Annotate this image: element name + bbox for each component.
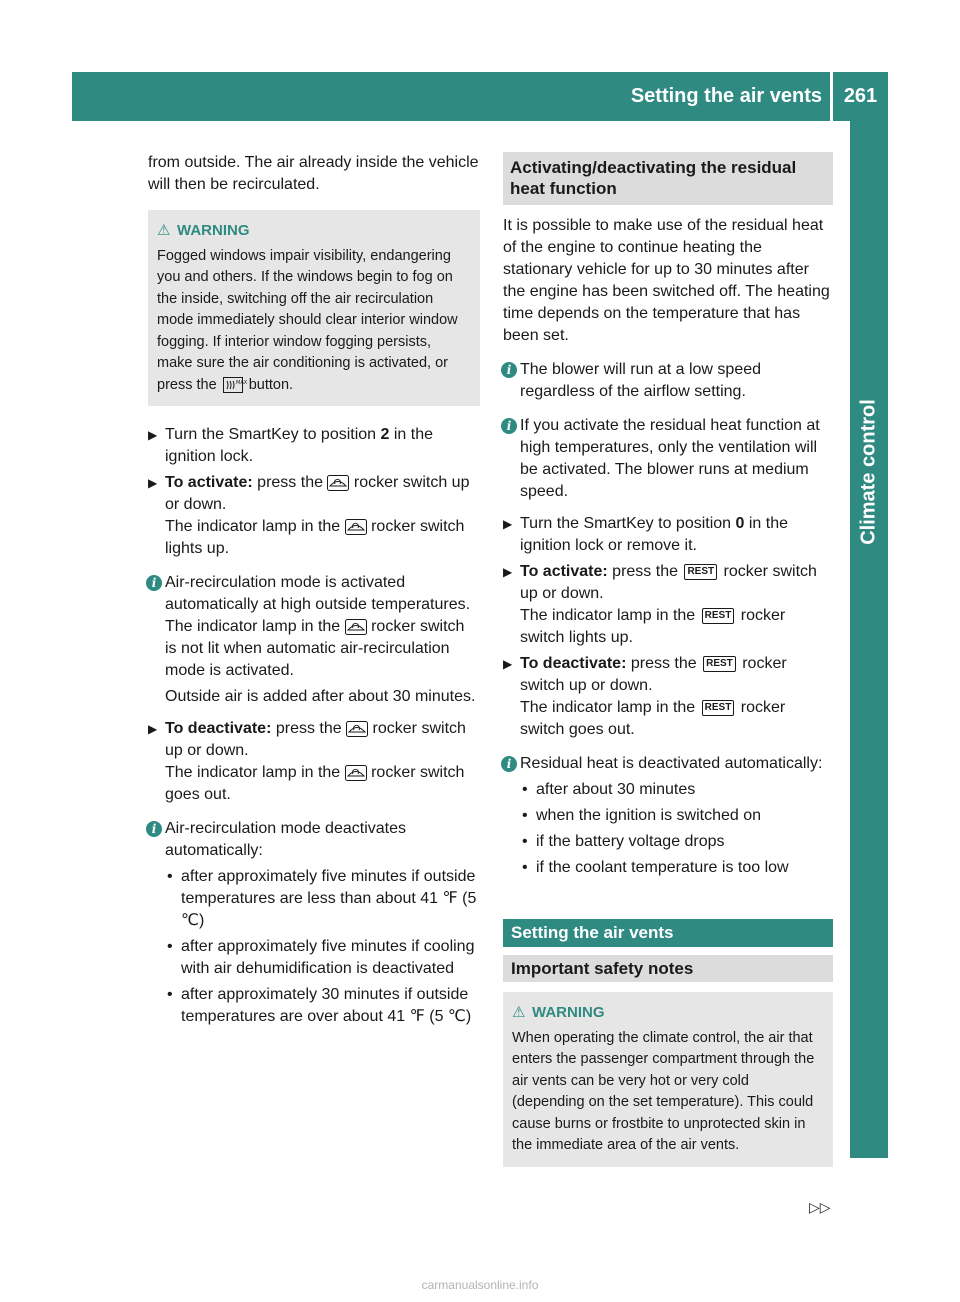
step-arrow-icon: ▶ — [503, 657, 513, 671]
warning-box — [148, 210, 480, 406]
recirculation-icon — [345, 519, 367, 535]
left-intro: from outside. The air already inside the vehicle will then be recirculated. — [148, 154, 479, 193]
info-text: Residual heat is deactivated automatically: — [520, 755, 823, 772]
info-text: The blower will run at a low speed regardless of the airflow setting. — [520, 361, 762, 400]
page-title: Setting the air vents — [630, 85, 822, 107]
step-text: Turn the SmartKey to position — [165, 426, 381, 443]
warning-triangle-icon: ⚠ — [157, 222, 171, 239]
bullet-icon: • — [522, 781, 528, 798]
warning-heading — [512, 1002, 823, 1024]
right-column — [503, 152, 833, 1185]
step-bold: To deactivate: — [520, 655, 627, 672]
step-text: Turn the SmartKey to position — [520, 515, 736, 532]
step-arrow-icon: ▶ — [503, 565, 513, 579]
list-item-text: after approximately five minutes if outside temperatures are less than about 41 ℉ (5 ℃) — [181, 868, 477, 929]
step-text: The indicator lamp in the — [165, 518, 345, 535]
list-item-text: when the ignition is switched on — [536, 807, 762, 824]
max-defrost-icon — [223, 377, 247, 393]
page-header — [72, 72, 888, 121]
bullet-icon: • — [522, 833, 528, 850]
step-arrow-icon: ▶ — [148, 722, 158, 736]
list-item-text: if the coolant temperature is too low — [536, 859, 789, 876]
step-text: The indicator lamp in the — [520, 699, 700, 716]
step-text: press the — [607, 563, 683, 580]
step-bold: To deactivate: — [165, 720, 272, 737]
warning-box — [503, 992, 833, 1167]
list-item-text: if the battery voltage drops — [536, 833, 725, 850]
page-number: 261 — [843, 85, 878, 107]
list-item-text: after approximately five minutes if cooling with air dehumidification is deactivated — [181, 938, 475, 977]
info-text: Air-recirculation mode is activated automatically at high outside temperatures. The indicator lamp in the — [165, 574, 471, 635]
step-text: press the — [252, 474, 328, 491]
watermark: carmanualsonline.info — [421, 1278, 539, 1292]
bullet-icon: • — [167, 986, 173, 1003]
info-note — [503, 753, 833, 879]
step-bold: 2 — [380, 426, 390, 443]
list-item-text: after approximately 30 minutes if outside temperatures are over about 41 ℉ (5 ℃) — [181, 986, 472, 1025]
step-text-end: in the ignition lock or remove it. — [520, 515, 789, 554]
info-text: rocker switch is not lit when automatic air-recirculation mode is activated. — [165, 618, 465, 679]
step-text: The indicator lamp in the — [520, 607, 700, 624]
info-note — [148, 818, 480, 1028]
step-text: The indicator lamp in the — [165, 764, 345, 781]
continue-arrow-icon: ▷▷ — [809, 1199, 831, 1215]
step-text: press the — [271, 720, 347, 737]
info-icon: i — [501, 418, 517, 434]
rest-button-icon: REST — [702, 608, 735, 624]
step-turn-key — [503, 513, 833, 557]
bullet-icon: • — [522, 859, 528, 876]
info-text: Outside air is added after about 30 minutes. — [165, 688, 476, 705]
warning-text: Fogged windows impair visibility, endangering you and others. If the windows begin to fog on the inside, switching off the air recirculation mode immediately should clear interior window fogging. If interior window fogging persists, make sure the air conditioning is activated, or press the — [157, 247, 458, 393]
step-text: rocker switch up or down. — [165, 474, 470, 513]
warning-triangle-icon: ⚠ — [512, 1004, 526, 1021]
step-activate — [148, 472, 480, 560]
info-text: If you activate the residual heat function at high temperatures, only the ventilation will be activated. The blower runs at medium speed. — [520, 417, 820, 500]
side-tab — [850, 121, 888, 1158]
section-heading: Setting the air vents — [503, 919, 833, 947]
bullet-icon: • — [522, 807, 528, 824]
list-item — [520, 779, 833, 801]
step-text: rocker switch lights up. — [520, 607, 786, 646]
info-note — [148, 572, 480, 708]
left-column — [148, 152, 480, 1038]
warning-heading — [157, 220, 470, 242]
info-note — [503, 415, 833, 503]
step-text: rocker switch up or down. — [520, 655, 787, 694]
list-item — [165, 984, 480, 1028]
info-icon: i — [146, 821, 162, 837]
list-item — [520, 857, 833, 879]
step-deactivate — [148, 718, 480, 806]
rest-button-icon: REST — [702, 700, 735, 716]
recirculation-icon — [346, 721, 368, 737]
recirculation-icon — [345, 765, 367, 781]
recirculation-icon — [345, 619, 367, 635]
step-text: rocker switch goes out. — [165, 764, 465, 803]
step-text: rocker switch goes out. — [520, 699, 786, 738]
warning-label: WARNING — [177, 222, 250, 239]
section-box-title: Activating/deactivating the residual heat function — [503, 152, 833, 205]
list-item-text: after about 30 minutes — [536, 781, 696, 798]
info-note — [503, 359, 833, 403]
info-icon: i — [146, 575, 162, 591]
step-bold: To activate: — [520, 563, 608, 580]
step-text: rocker switch lights up. — [165, 518, 465, 557]
recirculation-icon — [327, 475, 349, 491]
info-text: Air-recirculation mode deactivates automatically: — [165, 820, 406, 859]
step-deactivate — [503, 653, 833, 741]
step-bold: To activate: — [165, 474, 253, 491]
step-arrow-icon: ▶ — [148, 476, 158, 490]
warning-text: When operating the climate control, the air that enters the passenger compartment through the air vents can be very hot or very cold (depending on the set temperature). This could cause burns or frostbite to unprotected skin in the immediate area of the air vents. — [512, 1029, 815, 1153]
rest-button-icon: REST — [684, 564, 717, 580]
step-text-end: in the ignition lock. — [165, 426, 434, 465]
step-turn-key — [148, 424, 480, 468]
step-activate — [503, 561, 833, 649]
list-item — [165, 936, 480, 980]
info-icon: i — [501, 362, 517, 378]
step-text: rocker switch up or down. — [520, 563, 817, 602]
side-tab-text: Climate control — [857, 399, 880, 545]
svg-text:MAX: MAX — [235, 379, 247, 386]
step-arrow-icon: ▶ — [503, 517, 513, 531]
step-arrow-icon: ▶ — [148, 428, 158, 442]
bullet-icon: • — [167, 938, 173, 955]
warning-label: WARNING — [532, 1004, 605, 1021]
step-text: press the — [626, 655, 702, 672]
list-item — [165, 866, 480, 932]
list-item — [520, 831, 833, 853]
list-item — [520, 805, 833, 827]
rest-button-icon: REST — [703, 656, 736, 672]
warning-text-end: button. — [248, 376, 294, 393]
bullet-icon: • — [167, 868, 173, 885]
info-icon: i — [501, 756, 517, 772]
step-text: rocker switch up or down. — [165, 720, 466, 759]
step-bold: 0 — [735, 515, 745, 532]
right-intro: It is possible to make use of the residual heat of the engine to continue heating the stationary vehicle for up to 30 minutes after the engine has been switched off. The heating time depends on the temperature that has been set. — [503, 217, 830, 344]
subsection-heading: Important safety notes — [503, 955, 833, 982]
